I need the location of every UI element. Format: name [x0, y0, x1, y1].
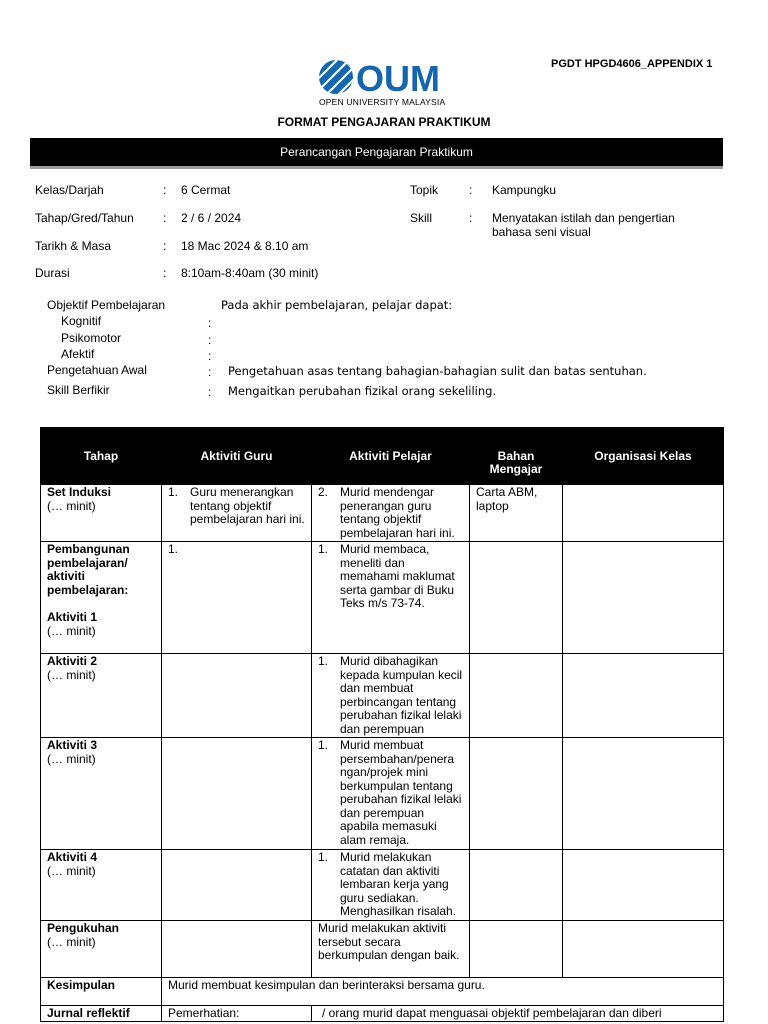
oum-logo — [318, 59, 453, 102]
tahap-label: Tahap/Gred/Tahun — [35, 211, 134, 225]
pengetahuan-label: Pengetahuan Awal — [47, 363, 147, 377]
tahap-value: 2 / 6 / 2024 — [181, 211, 242, 225]
phase-cell: Kesimpulan — [41, 978, 162, 1006]
item-number: 1. — [318, 738, 329, 752]
pelajar-cell — [312, 542, 470, 654]
bahan-cell — [470, 542, 563, 654]
bahan-cell: Carta ABM, laptop — [470, 485, 563, 542]
phase-minutes: (… minit) — [47, 623, 96, 638]
afektif-label: Afektif — [61, 347, 95, 361]
kelas-label: Kelas/Darjah — [35, 183, 104, 197]
item-number: 1. — [168, 542, 179, 556]
logo-subtitle: OPEN UNIVERSITY MALAYSIA — [319, 97, 446, 107]
guru-activity: Guru menerangkan tentang objektif pembelajaran hari ini. — [190, 485, 305, 526]
pemerhatian-label: Pemerhatian: — [162, 1006, 312, 1022]
guru-cell — [162, 542, 312, 654]
guru-cell — [162, 921, 312, 978]
skill-separator: : — [469, 211, 473, 225]
topik-label: Topik — [410, 183, 439, 197]
item-number: 1. — [318, 654, 329, 668]
kognitif-separator: : — [208, 316, 212, 330]
afektif-separator: : — [208, 349, 212, 363]
objektif-label: Objektif Pembelajaran — [47, 298, 166, 312]
psikomotor-separator: : — [208, 333, 212, 347]
pelajar-cell: Murid melakukan aktiviti tersebut secara berkumpulan dengan baik. — [312, 921, 470, 978]
phase-cell — [41, 921, 162, 978]
bahan-cell — [470, 850, 563, 921]
pelajar-cell — [312, 485, 470, 542]
skill-label: Skill — [410, 211, 433, 225]
table-header-row — [41, 428, 724, 485]
organisasi-cell — [563, 921, 724, 978]
phase-label: Aktiviti 4 — [47, 850, 98, 864]
tarikh-value: 18 Mac 2024 & 8.10 am — [181, 239, 309, 253]
header-tahap: Tahap — [41, 428, 162, 485]
skill-berfikir-label: Skill Berfikir — [47, 383, 110, 397]
pengetahuan-value: Pengetahuan asas tentang bahagian-bahagian sulit dan batas sentuhan. — [228, 364, 647, 378]
item-number: 2. — [318, 485, 329, 499]
sub-phase-label: Aktiviti 1 — [47, 610, 98, 624]
header-organisasi-kelas: Organisasi Kelas — [563, 428, 724, 485]
item-number: 1. — [318, 850, 329, 864]
table-row — [41, 485, 724, 542]
table-row — [41, 921, 724, 978]
oum-globe-icon — [318, 59, 453, 97]
tahap-separator: : — [163, 211, 167, 225]
item-number: 1. — [318, 542, 329, 556]
kesimpulan-text: Murid membuat kesimpulan dan berinteraksi bersama guru. — [162, 978, 724, 1006]
organisasi-cell — [563, 485, 724, 542]
organisasi-cell — [563, 654, 724, 738]
bahan-cell — [470, 921, 563, 978]
guru-cell — [162, 850, 312, 921]
phase-minutes: (… minit) — [47, 934, 96, 949]
durasi-value: 8:10am-8:40am (30 minit) — [181, 266, 319, 280]
pelajar-cell — [312, 654, 470, 738]
table-row — [41, 850, 724, 921]
table-row — [41, 542, 724, 654]
organisasi-cell — [563, 738, 724, 850]
kelas-separator: : — [163, 183, 167, 197]
phase-cell — [41, 850, 162, 921]
pelajar-activity: Murid mendengar penerangan guru tentang objektif pembelajaran hari ini. — [340, 485, 455, 540]
topik-value: Kampungku — [492, 183, 557, 197]
header-bahan-mengajar: Bahan Mengajar — [470, 428, 563, 485]
durasi-separator: : — [163, 266, 167, 280]
topik-separator: : — [469, 183, 473, 197]
header-aktiviti-pelajar: Aktiviti Pelajar — [312, 428, 470, 485]
tarikh-label: Tarikh & Masa — [35, 239, 112, 253]
kelas-value: 6 Cermat — [181, 183, 231, 197]
pelajar-cell — [312, 738, 470, 850]
table-row — [41, 978, 724, 1006]
section-banner: Perancangan Pengajaran Praktikum — [30, 138, 723, 169]
tarikh-separator: : — [163, 239, 167, 253]
pelajar-activity: Murid membuat persembahan/penera ngan/projek mini berkumpulan tentang perubahan fizikal lelaki dan perempuan apabila memasuki alam remaja. — [340, 738, 462, 847]
table-row — [41, 654, 724, 738]
bahan-cell — [470, 654, 563, 738]
phase-minutes: (… minit) — [47, 863, 96, 878]
lesson-plan-table — [40, 427, 724, 1022]
skill-berfikir-value: Mengaitkan perubahan fizikal orang sekeliling. — [228, 384, 497, 398]
table-row — [41, 738, 724, 850]
phase-cell — [41, 738, 162, 850]
phase-minutes: (… minit) — [47, 667, 96, 682]
item-number: 1. — [168, 485, 179, 499]
pengetahuan-separator: : — [208, 365, 212, 379]
organisasi-cell — [563, 850, 724, 921]
durasi-label: Durasi — [35, 266, 70, 280]
table-row — [41, 1006, 724, 1022]
phase-label: Aktiviti 3 — [47, 738, 98, 752]
phase-label: Aktiviti 2 — [47, 654, 98, 668]
objektif-intro: Pada akhir pembelajaran, pelajar dapat: — [221, 298, 453, 312]
phase-cell: Jurnal reflektif — [41, 1006, 162, 1022]
pelajar-cell — [312, 850, 470, 921]
phase-label: Set Induksi — [47, 485, 112, 499]
bahan-cell — [470, 738, 563, 850]
guru-cell — [162, 654, 312, 738]
kognitif-label: Kognitif — [61, 314, 102, 328]
phase-cell — [41, 654, 162, 738]
jurnal-text: / orang murid dapat menguasai objektif pembelajaran dan diberi — [312, 1006, 724, 1022]
header-aktiviti-guru: Aktiviti Guru — [162, 428, 312, 485]
phase-cell — [41, 485, 162, 542]
pelajar-activity: Murid membaca, meneliti dan memahami maklumat serta gambar di Buku Teks m/s 73-74. — [340, 542, 455, 610]
phase-minutes: (… minit) — [47, 498, 96, 513]
organisasi-cell — [563, 542, 724, 654]
document-title: FORMAT PENGAJARAN PRAKTIKUM — [277, 115, 491, 129]
guru-cell — [162, 738, 312, 850]
skill-value: Menyatakan istilah dan pengertian bahasa seni visual — [492, 211, 675, 239]
guru-cell — [162, 485, 312, 542]
phase-cell — [41, 542, 162, 654]
skill-berfikir-separator: : — [208, 385, 212, 399]
appendix-code: PGDT HPGD4606_APPENDIX 1 — [551, 58, 713, 70]
psikomotor-label: Psikomotor — [61, 331, 122, 345]
pelajar-activity: Murid dibahagikan kepada kumpulan kecil dan membuat perbincangan tentang perubahan fizikal lelaki dan perempuan — [340, 654, 463, 736]
phase-label: Pembangunan pembelajaran/ aktiviti pembelajaran: — [47, 542, 130, 597]
phase-label: Pengukuhan — [47, 921, 120, 935]
phase-minutes: (… minit) — [47, 751, 96, 766]
svg-text:OUM: OUM — [356, 59, 440, 97]
pelajar-activity: Murid melakukan catatan dan aktiviti lembaran kerja yang guru sediakan. Menghasilkan risalah. — [340, 850, 457, 918]
